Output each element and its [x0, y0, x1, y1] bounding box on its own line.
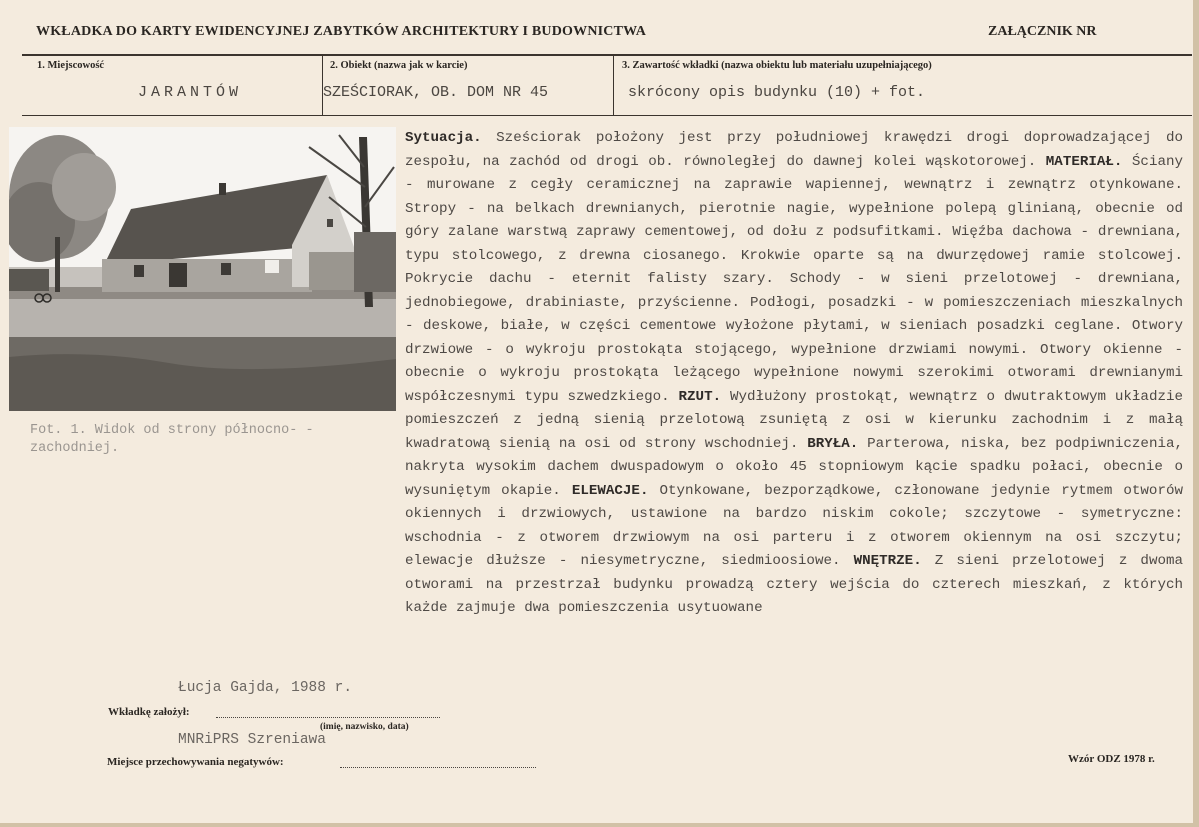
author-signature: Łucja Gajda, 1988 r.: [178, 680, 353, 696]
description-text: Wydłużony prostokąt, wewnątrz o dwutraktowym układzie pomieszczeń z jedną sienią przelotową zsuniętą z osi w kierunku zachodnim i z małą kwadratową sienią na osi od strony wschodniej.: [405, 388, 1184, 452]
field-divider-2: [613, 55, 614, 116]
section-heading: WNĘTRZE.: [853, 553, 922, 569]
founded-by-line: [216, 717, 440, 718]
building-photo: [9, 127, 396, 411]
section-heading: MATERIAŁ.: [1045, 153, 1123, 170]
negatives-location-label: Miejsce przechowywania negatywów:: [107, 756, 284, 768]
description-text: Parterowa, niska, bez podpiwniczenia, nakryta wysokim dachem dwuspadowym o około 45 stopniowym kącie spadku połaci, obecnie o wysuniętym okapie.: [405, 435, 1183, 499]
field-value-object: SZEŚCIORAK, OB. DOM NR 45: [323, 84, 549, 101]
building-description: [405, 127, 1183, 621]
field-label-locality: 1. Miejscowość: [37, 60, 105, 71]
description-text: Otynkowane, bezporządkowe, członowane jedynie rytmem otworów okiennych i drzwiowych, ustawione na bardzo niskim cokole; szczytowe - symetryczne: wschodnia - z otworem drzwiowym na osi parteru i z otworem okiennym na osi szczytu; elewacje dłuższe - niesymetryczne, siedmioosiowe.: [405, 482, 1183, 569]
field-label-object: 2. Obiekt (nazwa jak w karcie): [330, 60, 468, 71]
section-heading: ELEWACJE.: [571, 482, 649, 499]
fields-rule: [22, 115, 1192, 116]
farmhouse-photo-illustration: [9, 127, 396, 411]
description-text: Z sieni przelotowej z dwoma otworami na przestrzał budynku prowadzą cztery wejścia do czterech mieszkań, z których każde zajmuje dwa pomieszczenia usytuowane: [405, 553, 1183, 616]
field-value-contents: skrócony opis budynku (10) + fot.: [628, 84, 926, 101]
attachment-number-label: ZAŁĄCZNIK NR: [988, 24, 1097, 39]
founded-by-label: Wkładkę założył:: [108, 706, 190, 718]
description-text: Sześciorak położony jest przy południowej krawędzi drogi doprowadzającej do zespołu, na zachód od drogi ob. równoległej do dawnej kolei wąskotorowej.: [405, 130, 1183, 170]
institution-name: MNRiPRS Szreniawa: [178, 732, 326, 748]
section-heading: RZUT.: [678, 388, 722, 405]
section-heading: BRYŁA.: [807, 435, 859, 452]
form-template-note: Wzór ODZ 1978 r.: [1068, 753, 1155, 765]
field-value-locality: JARANTÓW: [138, 84, 243, 101]
section-heading: Sytuacja.: [405, 130, 482, 146]
description-text: Ściany - murowane z cegły ceramicznej na zaprawie wapiennej, wewnątrz i zewnątrz otynkowane. Stropy - na belkach drewnianych, pierotnie nagie, wypełnione polepą glinianą, obecnie od góry zalane warstwą zaprawy cementowej, od dołu z podsufitkami. Więźba dachowa - drewniana, typu stolcowego, z drewna ciosanego. Krokwie oparte są na dwurzędowej ramie stolcowej. Pokrycie dachu - eternit falisty szary. Schody - w sieni przelotowej - drewniana, jednobiegowe, drabiniaste, przyścienne. Podłogi, posadzki - w pomieszczeniach mieszkalnych - deskowe, białe, w części cementowe wyłożone płytami, w sieniach posadzki ceglane. Otwory drzwiowe - o wykroju prostokąta stojącego, wypełnione drzwiami nowymi. Otwory okienne - obecnie o wykroju prostokąta leżącego wypełnione nowymi szerokimi otworami drewnianymi współczesnymi typu szwedzkiego.: [405, 153, 1183, 405]
photo-caption: Fot. 1. Widok od strony północno- -zachodniej.: [30, 423, 314, 456]
header-rule: [22, 54, 1192, 56]
founded-by-hint: (imię, nazwisko, data): [320, 722, 409, 732]
field-label-contents: 3. Zawartość wkładki (nazwa obiektu lub materiału uzupełniającego): [622, 60, 932, 71]
negatives-location-line: [340, 767, 536, 768]
form-title: WKŁADKA DO KARTY EWIDENCYJNEJ ZABYTKÓW ARCHITEKTURY I BUDOWNICTWA: [36, 24, 647, 39]
